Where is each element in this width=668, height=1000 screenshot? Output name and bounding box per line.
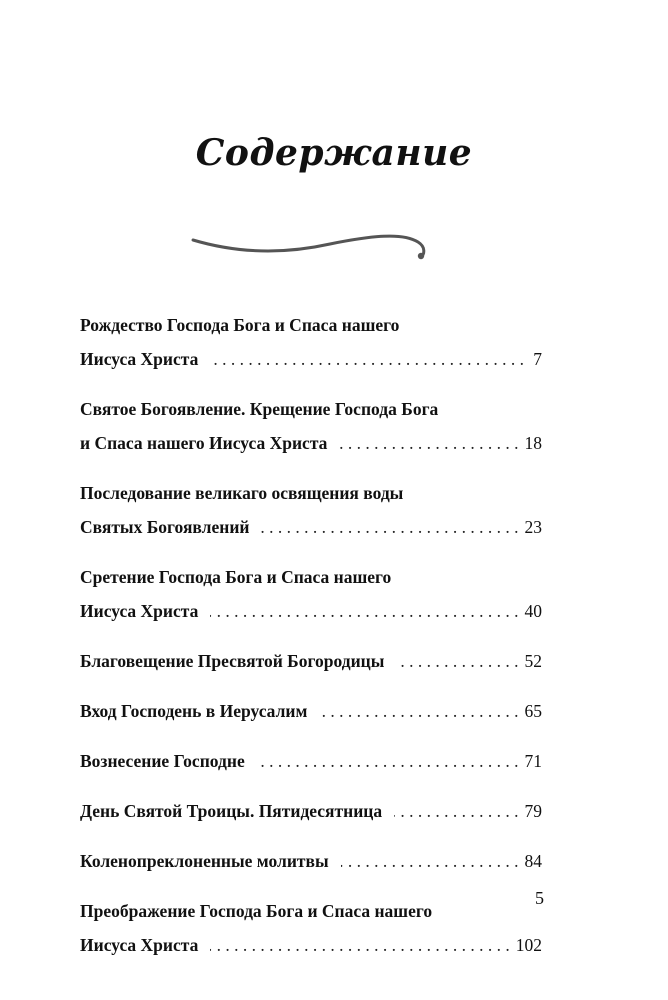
toc-entry-page: 79 [524, 801, 542, 821]
table-of-contents [80, 308, 542, 978]
toc-entry-line [80, 644, 542, 678]
dot-leader [394, 794, 518, 828]
dot-leader [210, 928, 509, 962]
decorative-flourish [190, 228, 430, 262]
toc-entry-title: Святых Богоявлений [80, 517, 250, 537]
toc-entry-line [80, 744, 542, 778]
toc-entry-page: 40 [524, 601, 542, 621]
toc-entry[interactable] [80, 644, 542, 678]
toc-entry-title: Рождество Господа Бога и Спаса нашего [80, 315, 400, 335]
toc-entry-title: Коленопреклоненные молитвы [80, 851, 329, 871]
toc-entry[interactable] [80, 308, 542, 376]
toc-entry-line [80, 476, 542, 510]
toc-entry-title: Вознесение Господне [80, 751, 245, 771]
dot-leader [257, 744, 519, 778]
dot-leader [210, 594, 518, 628]
toc-entry-line [80, 594, 542, 628]
toc-entry-page: 18 [524, 433, 542, 453]
toc-entry-title: Благовещение Пресвятой Богородицы [80, 651, 385, 671]
toc-entry[interactable] [80, 694, 542, 728]
toc-entry-line [80, 392, 542, 426]
toc-entry-line [80, 342, 542, 376]
toc-entry-line [80, 560, 542, 594]
toc-entry-line [80, 794, 542, 828]
dot-leader [396, 644, 518, 678]
toc-entry-line [80, 426, 542, 460]
toc-entry[interactable] [80, 392, 542, 460]
toc-entry-title: Иисуса Христа [80, 601, 199, 621]
toc-entry-page: 52 [524, 651, 542, 671]
toc-entry-title: и Спаса нашего Иисуса Христа [80, 433, 328, 453]
toc-entry-page: 71 [524, 751, 542, 771]
dot-leader [210, 342, 524, 376]
toc-entry-title: Последование великаго освящения воды [80, 483, 404, 503]
dot-leader [341, 844, 519, 878]
toc-entry[interactable] [80, 560, 542, 628]
toc-entry-page: 84 [524, 851, 542, 871]
dot-leader [261, 510, 518, 544]
dot-leader [319, 694, 518, 728]
toc-entry-line [80, 694, 542, 728]
toc-entry[interactable] [80, 894, 542, 962]
toc-entry-line [80, 308, 542, 342]
toc-entry[interactable] [80, 794, 542, 828]
toc-entry[interactable] [80, 744, 542, 778]
toc-entry-title: Сретение Господа Бога и Спаса нашего [80, 567, 392, 587]
toc-entry-page: 65 [524, 701, 542, 721]
toc-entry-line [80, 928, 542, 962]
page-title: Содержание [195, 132, 473, 174]
toc-entry[interactable] [80, 476, 542, 544]
toc-entry-title: Святое Богоявление. Крещение Господа Бога [80, 399, 439, 419]
toc-entry[interactable] [80, 844, 542, 878]
page-number: 5 [535, 888, 544, 908]
toc-entry-line [80, 510, 542, 544]
toc-entry-page: 23 [524, 517, 542, 537]
toc-entry-title: Иисуса Христа [80, 935, 199, 955]
toc-entry-title: Иисуса Христа [80, 349, 199, 369]
toc-entry-page: 102 [515, 935, 542, 955]
dot-leader [339, 426, 518, 460]
toc-entry-page: 7 [533, 349, 542, 369]
toc-entry-line [80, 844, 542, 878]
toc-entry-line [80, 894, 542, 928]
toc-entry-title: Вход Господень в Иерусалим [80, 701, 308, 721]
toc-entry-title: Преображение Господа Бога и Спаса нашего [80, 901, 433, 921]
toc-entry-title: День Святой Троицы. Пятидесятница [80, 801, 383, 821]
